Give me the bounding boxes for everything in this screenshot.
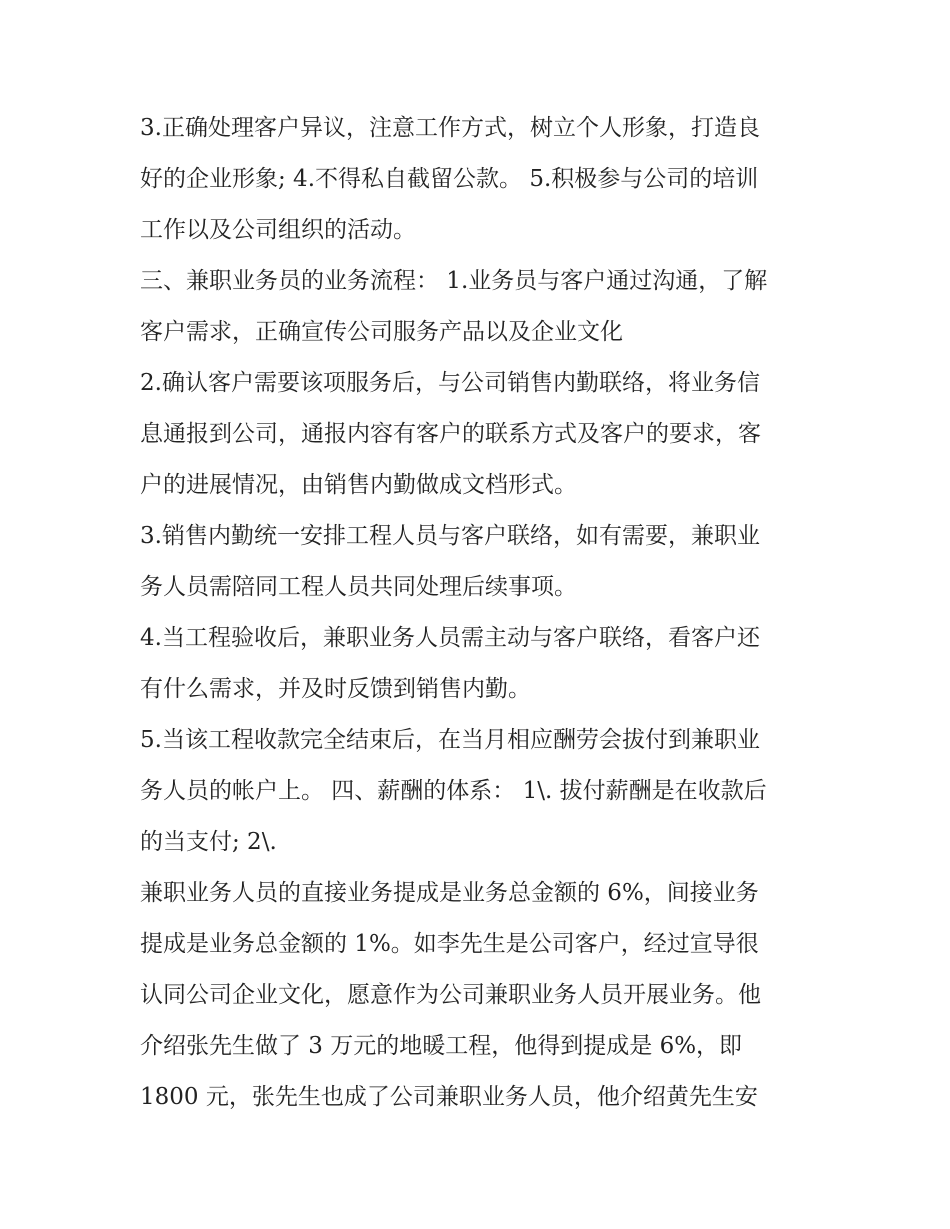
text-line: 3.销售内勤统一安排工程人员与客户联络，如有需要，兼职业: [140, 523, 760, 549]
text-line: 的当支付; 2\.: [140, 829, 277, 855]
text-line: 1800 元，张先生也成了公司兼职业务人员，他介绍黄先生安: [140, 1084, 758, 1110]
text-line: 务人员需陪同工程人员共同处理后续事项。: [140, 574, 577, 600]
text-line: 介绍张先生做了 3 万元的地暖工程，他得到提成是 6%，即: [140, 1033, 743, 1059]
text-line: 3.正确处理客户异议，注意工作方式，树立个人形象，打造良: [140, 115, 760, 141]
text-line: 5.当该工程收款完全结束后，在当月相应酬劳会拔付到兼职业: [140, 727, 760, 753]
text-line: 认同公司企业文化，愿意作为公司兼职业务人员开展业务。他: [140, 982, 761, 1008]
document-body: [140, 103, 810, 1123]
text-line: 提成是业务总金额的 1%。如李先生是公司客户，经过宣导很: [140, 931, 759, 957]
text-line: 4.当工程验收后，兼职业务人员需主动与客户联络，看客户还: [140, 625, 760, 651]
text-line: 客户需求，正确宣传公司服务产品以及企业文化: [140, 319, 623, 345]
text-line: 2.确认客户需要该项服务后，与公司销售内勤联络，将业务信: [140, 370, 760, 396]
text-line: 好的企业形象; 4.不得私自截留公款。 5.积极参与公司的培训: [140, 166, 759, 192]
text-line: 三、兼职业务员的业务流程： 1.业务员与客户通过沟通，了解: [140, 268, 768, 294]
text-line: 务人员的帐户上。 四、薪酬的体系： 1\. 拔付薪酬是在收款后: [140, 778, 767, 804]
text-line: 户的进展情况，由销售内勤做成文档形式。: [140, 472, 577, 498]
text-line: 兼职业务人员的直接业务提成是业务总金额的 6%，间接业务: [140, 880, 759, 906]
text-line: 工作以及公司组织的活动。: [140, 217, 416, 243]
text-line: 有什么需求，并及时反馈到销售内勤。: [140, 676, 531, 702]
text-line: 息通报到公司，通报内容有客户的联系方式及客户的要求，客: [140, 421, 761, 447]
